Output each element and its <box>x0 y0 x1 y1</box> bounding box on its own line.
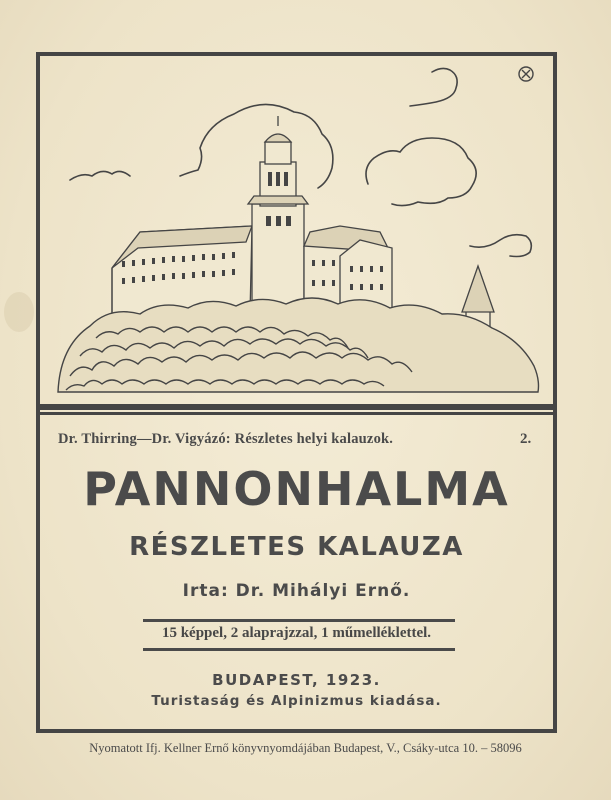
main-title: PANNONHALMA <box>83 462 510 516</box>
paper-stain <box>4 292 34 332</box>
publisher-line: Turistaság és Alpinizmus kiadása. <box>151 693 442 709</box>
series-number: 2. <box>520 431 532 447</box>
printer-line: Nyomatott Ifj. Kellner Ernő könyvnyomdájában Budapest, V., Csáky-utca 10. – 58096 <box>89 741 522 755</box>
cloud-small-right <box>470 235 531 257</box>
header-divider <box>40 412 553 415</box>
contents-rule-bottom <box>143 648 455 651</box>
city-year: BUDAPEST, 1923. <box>212 671 381 689</box>
monogram-mark <box>519 67 533 81</box>
abbey-illustration <box>40 56 553 404</box>
author-line: Irta: Dr. Mihályi Ernő. <box>182 581 411 601</box>
cloud-left <box>70 171 130 180</box>
contents-line: 15 képpel, 2 alaprajzzal, 1 műmelléklettel. <box>161 625 432 641</box>
subtitle: RÉSZLETES KALAUZA <box>129 532 464 562</box>
contents-rule-top <box>143 619 455 622</box>
series-line: Dr. Thirring—Dr. Vigyázó: Részletes helyi kalauzok. <box>58 431 394 447</box>
cloud-top-right <box>410 68 457 106</box>
cloud-right <box>366 138 476 206</box>
cloud-center <box>180 104 333 188</box>
illustration-divider <box>40 404 553 410</box>
